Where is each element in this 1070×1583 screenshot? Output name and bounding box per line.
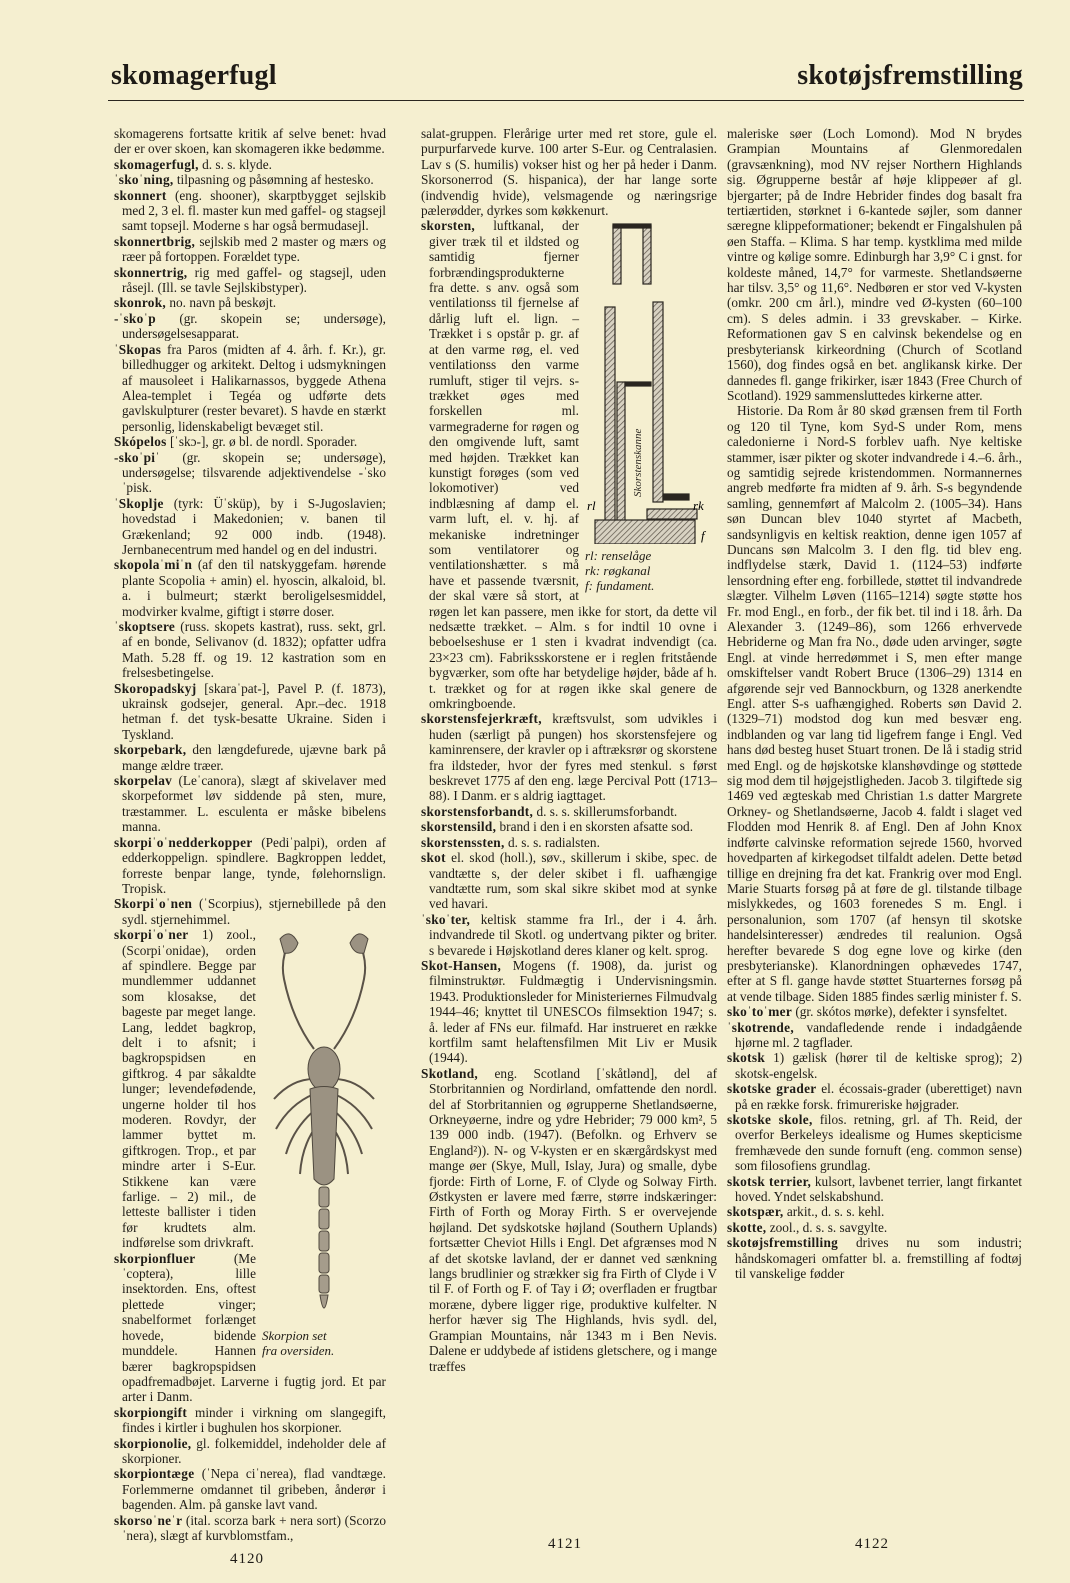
- dictionary-entry: [421, 835, 717, 850]
- entry-text: Mogens (f. 1908), da. jurist og filminstruktør. Fuldmægtig i Undervisningsmin. 1943. Produktionsleder for Ministeriernes Filmudvalg 1944–46; knyttet til UNESCOs filmsektion 1947; s. å. leder af FNs eur. filmafd. Har instrueret en række kortfilm samt helaftensfilmen Mit Liv er Musik (1944).: [429, 957, 717, 1066]
- entry-text: 1) gælisk (hører til de keltiske sprog); 2) skotsk-engelsk.: [735, 1050, 1022, 1081]
- dictionary-entry: [114, 619, 386, 681]
- dictionary-entry: [114, 681, 386, 743]
- entry-text: 1) zool., (Scorpiˈonidae), orden af spindlere. Begge par mundlemmer uddannet som klosakse, det bageste par meget lange. Lang, leddet bagkrop, delt i to afsnit; i bagkropspidsen en giftkrog. 4 par såkaldte lunger; levendefødende, ungerne holder til hos moderen. Rovdyr, der lammer byttet m. giftkrogen. Trop., et par mindre arter i S-Eur. Stikkene kan være farlige. – 2) mil., de letteste ballister i tiden før krudtets alm. indførelse som drivkraft.: [122, 927, 256, 1251]
- entry-text: (eng. shooner), skarptbygget sejlskib med 2, 3 el. fl. master kun med gaffel- og stagsejl samt topsejl. Moderne s har også bermudasejl.: [122, 187, 386, 234]
- entry-text: gl. folkemiddel, indeholder dele af skorpioner.: [122, 1435, 386, 1466]
- entry-text: [ˈskɔ-], gr. ø bl. de nordl. Sporader.: [166, 434, 358, 450]
- entry-text: el. écossais-grader (uberettiget) navn på en række forsk. frimureriske højgrader.: [735, 1081, 1022, 1112]
- entry-headword: Skot-Hansen,: [421, 957, 502, 973]
- entry-text: rig med gaffel- og stagsejl, uden råsejl. (Ill. se tavle Sejlskibstyper).: [122, 264, 386, 296]
- legend-renselage: rl: renselåge: [585, 547, 652, 563]
- entry-headword: skonnertbrig,: [114, 233, 196, 249]
- dictionary-entry: [727, 1004, 1022, 1019]
- entry-text: tilpasning og påsømning af hestesko.: [173, 172, 374, 188]
- dictionary-entry: [421, 958, 717, 1066]
- entry-headword: skoˈtoˈmer: [727, 1004, 793, 1020]
- entry-headword: skot: [421, 850, 446, 866]
- entry-headword: skorpiˈoˈnedderkopper: [114, 834, 253, 850]
- entry-text: kulsort, lavbenet terrier, langt firkantet hoved. Yndet selskabshund.: [735, 1173, 1022, 1205]
- dictionary-entry: [421, 711, 717, 803]
- page-number-4122: 4122: [855, 1536, 889, 1552]
- dictionary-entry: [114, 234, 386, 265]
- entry-text: filos. retning, grl. af Th. Reid, der overfor Berkeleys idealisme og Humes skepticisme fremhævede den sunde fornuft (eng. common sense) som filosofiens grundlag.: [735, 1112, 1023, 1174]
- dictionary-entry: [421, 850, 717, 912]
- entry-text: [skaraˈpat-], Pavel P. (f. 1873), ukrainsk godsejer, general. Apr.–dec. 1918 hetman f. det tysk-besatte Ukraine. Siden i Tyskland.: [122, 680, 386, 742]
- entry-text: fra Paros (midten af 4. årh. f. Kr.), gr. billedhugger og arkitekt. Deltog i udsmykningen af mausoleet i Halikarnassos, byggede Athena Alea-templet i Tegéa og udførte dets gavlskulpturer (rester bevaret). S havde en stærkt personlig, lidenskabeligt bevæget stil.: [122, 341, 386, 434]
- entry-headword: Skópelos: [114, 434, 167, 450]
- entry-text: sejlskib med 2 master og mærs og ræer på fortoppen. Forældet type.: [122, 233, 386, 265]
- entry-headword: skorstensfejerkræft,: [421, 711, 542, 727]
- dictionary-entry: [421, 126, 717, 218]
- dictionary-entry: [114, 1436, 386, 1467]
- scorpion-caption-line1: Skorpion set: [262, 1327, 327, 1343]
- entry-headword: skorsoˈneˈr: [114, 1512, 183, 1528]
- entry-text: (ˈScorpius), stjernebillede på den sydl. stjernehimmel.: [122, 896, 386, 927]
- entry-headword: Skotland,: [421, 1065, 479, 1081]
- entry-text: el. skod (holl.), søv., skillerum i skibe, spec. de vandtætte s, der deler skibet i fl. uafhængige vandtætte rum, som skal sikre skibet mod at synke ved havari.: [429, 850, 717, 912]
- entry-text: luftkanal, der giver træk til et ildsted og samtidig fjerner forbrændingsprodukterne fra dette. s anv. også som ventilationss til fjernelse af dårlig luft el. lign. – Trækket i s opstår p. gr. af at den varme røg, el. ved ventilationss den varme rumluft, stiger til vejrs. s-trækket øges med forskellen ml. varmegraderne for røgen og den omgivende luft, samt med højden. Trækket kan kunstigt forøges (som ved lokomotiver) ved indblæsning af damp el. varm luft, el. v. hj. af mekaniske indretninger som ventilatorer og ventilationshætter. s må have et passende tværsnit, der skal være så stort, at røgen let kan passere, men ikke for stort, da dette vil nedsætte trækket. – Alm. s for indtil 10 ovne i beboelseshuse er 1 sten i kvadrat indvendigt (ca. 23×23 cm). Fabriksskorstene er i reglen fritstående bygværker, som ofte har betydelige højder, både af h. t. trækket og for at røgen ikke skal genere de omkringboende.: [429, 218, 717, 712]
- page-number-4121: 4121: [548, 1536, 582, 1552]
- dictionary-entry: [727, 1112, 1022, 1174]
- entry-headword: ˈskoˈning,: [114, 172, 174, 188]
- entry-headword: skorpiongift: [114, 1404, 188, 1420]
- entry-headword: skorsten,: [421, 218, 476, 234]
- column-2: [421, 126, 717, 1374]
- dictionary-entry: [114, 188, 386, 234]
- dictionary-entry: [727, 1220, 1022, 1235]
- entry-headword: -ˈskoˈp: [114, 310, 156, 326]
- running-head-left: skomagerfugl: [111, 60, 277, 91]
- entry-text: d. s. s. radialsten.: [504, 834, 600, 850]
- dictionary-entry: [727, 1081, 1022, 1112]
- entry-text: (Meˈcoptera), lille insektorden. Ens, oftest plettede vinger; snabelformet forlænget hovede, bidende munddele. Hannen bærer bagkropspidsen opadfremadbøjet. Larverne i fugtig jord. Et par arter i Danm.: [122, 1250, 386, 1405]
- entry-headword: skotsk: [727, 1050, 766, 1066]
- legend-rogkanal: rk: røgkanal: [585, 562, 651, 578]
- scorpion-illustration: [262, 929, 386, 1357]
- dictionary-entry: [421, 218, 717, 711]
- dictionary-entry: [114, 1513, 386, 1544]
- page-number-4120: 4120: [230, 1551, 264, 1567]
- entry-text: Historie. Da Rom år 80 skød grænsen frem til Forth og 120 til Tyne, kom Syd-S under Rom, mens caledonierne i Nord-S forblev uafh. Nye keltiske stammer, især pikter og skoter indvandrede i 4.–6. årh., og samtidig sejrede kristendommen. Normannernes angreb medførte fra midten af 9. årh. S-s begyndende samling, gennemført af Malcolm 2. (1005–34). Hans søn Duncan blev 1040 styrtet af Macbeth, sandsynligvis en keltisk reaktion, denne igen 1057 af Duncans søn Malcolm 3. I den flg. tid blev eng. indflydelse stærk, David 1. (1124–53) indførte lensordning efter eng. forbillede, støttet til indvandrede slægter. Vilhelm Løven (1165–1214) søgte støtte hos Fr. mod Engl., en forb., der fik bet. til ind i 18. årh. Da Alexander 3. (1249–86), som 1266 erhvervede Hebriderne og Man fra No., døde uden arvinger, søgte Engl. at vinde herredømmet i S, men efter mange omskiftelser vandt Robert Bruce (1306–29) 1314 en afgørende sejr ved Bannockburn, og 1328 anerkendte Engl. atter S-s uafhængighed. Roberts søn David 2. (1329–71) modstod dog kun med besvær eng. indblanden og var lang tid ligefrem fange i Engl. Ved hans død besteg huset Stuart tronen. De lå i stadig strid med Engl. og de højskotske klanshøvdinge og støttede sig mod dem til højgejstligheden. Jacob 3. tilgiftede sig 1469 ved ægteskab med Christian 1.s datter Margrete Orkney- og Shetlandsøerne, Jacob 4. faldt i slaget ved Flodden mod Henrik 8. af Engl. Den af John Knox indførte calvinske reformation sejrede 1560, hvorved hovedparten af kirkegodset tilfaldt adelen. Dette betød tillige en drejning fra det kat. Frankrig over mod Engl. Marie Stuarts forsøg på at føre de gl. tilstande tilbage mislykkedes, og 1603 forenedes S m. Engl. i personalunion, som 1707 (af hensyn til skotske handelsinteresser) ændredes til realunion. Også herefter bevarede S dog egne love og kirke (den presbyterianske). Klanordningen ophævedes 1747, efter at S fl. gange havde støttet Stuarternes forsøg på at vende tilbage. Siden 1885 findes særlig minister f. S.: [727, 403, 1022, 1004]
- entry-text: vandafledende rende i indadgående hjørne ml. 2 tagflader.: [735, 1019, 1022, 1050]
- entry-headword: skorstensforbandt,: [421, 803, 534, 819]
- entry-text: (gr. skopein se; undersøge), undersøgelsesapparat.: [122, 310, 386, 342]
- entry-headword: ˈskoˈter,: [421, 911, 471, 927]
- entry-headword: skorpionolie,: [114, 1435, 192, 1451]
- entry-text: (tyrk: Üˈsküp), by i S-Jugoslavien; hovedstad i Makedonien; v. banen til Grækenland; 92 000 indb. (1948). Jernbanecentrum med handel og en del industri.: [122, 495, 386, 557]
- chimney-diagram: [585, 222, 717, 592]
- label-f: f: [701, 528, 705, 544]
- entry-headword: ˈskotrende,: [727, 1019, 794, 1035]
- dictionary-entry: [421, 912, 717, 958]
- entry-headword: skorstensild,: [421, 819, 497, 835]
- entry-text: (ˈNepa ciˈnerea), flad vandtæge. Forlemmerne omdannet til gribeben, ånderør i bagenden. Alm. på ganske lavt vand.: [122, 1466, 386, 1513]
- dictionary-entry: [114, 157, 386, 172]
- dictionary-entry: [421, 1066, 717, 1374]
- dictionary-entry: [114, 835, 386, 897]
- dictionary-entry: [114, 742, 386, 773]
- entry-headword: ˈSkopas: [114, 341, 162, 357]
- entry-text: (gr. skopein se; undersøge), undersøgelse; tilsvarende adjektivendelse -ˈskoˈpisk.: [122, 449, 386, 496]
- entry-headword: skotske skole,: [727, 1112, 813, 1127]
- dictionary-entry: [421, 819, 717, 834]
- entry-text: maleriske søer (Loch Lomond). Mod N brydes Grampian Mountains af Glenmoredalen (gravsænkning), mod NV rejser Northern Highlands sig. Øgrupperne består af høje klippeøer af gl. bjergarter; på de Indre Hebrider findes dog basalt fra tertiærtiden, størknet i 6-kantede søjler, som danner særegne klippeformationer; bekendt er Fingalshulen på øen Staffa. – Klima. S har temp. kystklima med milde vintre og kølige somre. Edinburgh har 3,9° C i gnst. for koldeste måned, 14,7° for varmeste. Shetlandsøerne har tilsv. 3,5° og 11,6°. Nedbøren er stor ved V-kysten (omkr. 200 cm årl.), mindre ved Ø-kysten (60–100 cm). S deles admin. i 33 grevskaber. – Kirke. Reformationen gav S en calvinsk bekendelse og en presbyteriansk kirkeordning (Church of Scotland 1560), dog findes også en bet. anglikansk kirke. Der dannedes fl. gange frikirker, især 1843 (Free Church of Scotland). 1929 sammensluttedes kirkerne atter.: [727, 126, 1022, 403]
- entry-headword: -skoˈpiˈ: [114, 449, 160, 465]
- entry-text: no. navn på beskøjt.: [166, 295, 277, 311]
- dictionary-entry: [114, 172, 386, 187]
- dictionary-entry: [421, 804, 717, 819]
- entry-text: (af den til natskyggefam. hørende plante Scopolia + amin) el. hyoscin, alkaloid, bl. a. i bulmeurt; stærkt beroligelsesmiddel, modvirker kvalme, giftigt i større doser.: [122, 557, 386, 619]
- label-rl: rl: [587, 498, 596, 514]
- dictionary-entry: [114, 450, 386, 496]
- scorpion-caption-line2: fra oversiden.: [262, 1342, 335, 1358]
- entry-text: arkit., d. s. s. kehl.: [783, 1204, 885, 1220]
- dictionary-entry: [727, 1235, 1022, 1281]
- entry-text: salat-gruppen. Flerårige urter med ret store, gule el. purpurfarvede kurve. 100 arter S-Eur. og Centralasien. Lav s (S. humilis) vokser hist og her på heder i Danm. Skorsonerrod (S. hispanica), der har lange sorte (indvendig hvide), velsmagende og næringsrige pælerødder, dyrkes som køkkenurt.: [421, 126, 717, 219]
- entry-text: eng. Scotland [ˈskåtlənd], del af Storbritannien og Nordirland, omfattende den nordl. del af Storbritannien og øgrupperne Shetlandsøerne, Orkneyøerne, indre og ydre Hebrider; 79 000 km², 5 139 000 indb. (1947). (Befolkn. og Erhverv se England²)). N- og V-kysten er en skærgårdskyst med mange øer (Skye, Mull, Islay, Jura) og smalle, dybe fjorde: Firth of Lorne, F. of Clyde og Solway Firth. Østkysten er lavere med færre, større indskæringer: Firth of Forth og Moray Firth. S er overvejende højland. Det sydskotske højland (Southern Uplands) fortsætter Cheviot Hills i Engl. Det afgrænses mod N af det skotske lavland, der er dannet ved sænkning langs brudlinier og strækker sig fra Firth of Clyde i V til F. of Forth og F. of Tay i Ø; overfladen er frugtbar moræne, dybere ligger rige, produktive kulfelter. N herfor hæver sig The Highlands, hvis sydl. del, Grampian Mountains, når 1343 m i Ben Nevis. Dalene er uddybede af istidens gletschere, og i mange træffes: [429, 1065, 717, 1374]
- dictionary-entry: [114, 265, 386, 296]
- entry-headword: skotte,: [727, 1219, 767, 1235]
- entry-headword: Skorpiˈoˈnen: [114, 896, 193, 912]
- dictionary-entry: [114, 295, 386, 310]
- entry-text: (gr. skótos mørke), defekter i synsfeltet.: [792, 1004, 1008, 1020]
- entry-headword: skomagerfugl,: [114, 156, 199, 172]
- chimney-cross-section: [585, 222, 717, 544]
- dictionary-entry: [727, 403, 1022, 1004]
- entry-headword: skorpelav: [114, 773, 173, 789]
- entry-text: keltisk stamme fra Irl., der i 4. årh. indvandrede til Skotl. og undertvang pikter og briter. s bevarede i Højskotland deres klaner og kelt. sprog.: [429, 911, 717, 958]
- entry-text: minder i virkning om slangegift, findes i kirtler i bughulen hos skorpioner.: [122, 1404, 386, 1436]
- column-1: [114, 126, 386, 1543]
- dictionary-entry: [727, 126, 1022, 403]
- label-rk: rk: [693, 498, 704, 514]
- entry-headword: skorpiontæge: [114, 1466, 195, 1482]
- entry-headword: ˈskoptsere: [114, 619, 176, 634]
- entry-headword: skotsk terrier,: [727, 1173, 812, 1189]
- dictionary-entry: [114, 126, 386, 157]
- entry-text: den længdefurede, ujævne bark på mange ældre træer.: [122, 742, 386, 773]
- entry-headword: skonnert: [114, 187, 167, 203]
- dictionary-entry: [114, 1405, 386, 1436]
- entry-headword: skotske grader: [727, 1081, 817, 1097]
- dictionary-entry: [727, 1204, 1022, 1219]
- entry-headword: skonrok,: [114, 295, 167, 311]
- dictionary-entry: [114, 342, 386, 434]
- dictionary-entry: [114, 496, 386, 558]
- legend-fundament: f: fundament.: [585, 577, 655, 593]
- dictionary-entry: [114, 311, 386, 342]
- entry-text: d. s. s. skillerumsforbandt.: [533, 803, 678, 819]
- header-rule: [108, 100, 1024, 101]
- dictionary-entry: [114, 773, 386, 835]
- dictionary-entry: [114, 1466, 386, 1512]
- entry-headword: skotspær,: [727, 1204, 784, 1220]
- dictionary-entry: [114, 434, 386, 449]
- entry-text: zool., d. s. s. savgylte.: [766, 1219, 888, 1235]
- entry-headword: skorpionfluer: [114, 1250, 196, 1266]
- entry-text: (russ. skopets kastrat), russ. sekt, grl. af en bonde, Selivanov (d. 1832); opfatter udfra Math. 5.28 ff. og 19. 12 kastration som en frelsesbetingelse.: [122, 619, 386, 681]
- entry-text: brand i den i en skorsten afsatte sod.: [496, 819, 694, 835]
- entry-headword: skorstenssten,: [421, 834, 505, 850]
- entry-headword: skorpiˈoˈner: [114, 927, 189, 943]
- entry-text: (ital. scorza bark + nera sort) (Scorzoˈnera), slægt af kurvblomstfam.,: [122, 1512, 386, 1543]
- dictionary-entry: [114, 896, 386, 927]
- chimney-label: Skorstenskanne: [632, 429, 644, 498]
- entry-headword: skorpebark,: [114, 742, 187, 758]
- entry-text: kræftsvulst, som udvikles i huden (særligt på pungen) hos skorstensfejere og kaminrensere, der kravler op i aftræksrør og skorstene fra ildsteder, hvor der fyres med stenkul. s først beskrevet 1775 af den eng. læge Percival Pott (1713–88). I Danm. er s aldrig iagttaget.: [429, 711, 717, 804]
- scorpion-image: [262, 929, 386, 1324]
- dictionary-entry: [727, 1050, 1022, 1081]
- entry-text: drives nu som industri; håndskomageri omfatter bl. a. fremstilling af fodtøj til vanskelige fødder: [735, 1235, 1022, 1282]
- entry-text: d. s. s. klyde.: [198, 156, 272, 172]
- entry-headword: skotøjsfremstilling: [727, 1235, 839, 1251]
- entry-headword: ˈSkoplje: [114, 495, 164, 511]
- running-head-right: skotøjsfremstilling: [797, 60, 1023, 91]
- entry-headword: skonnertrig,: [114, 264, 188, 280]
- entry-headword: skopolaˈmiˈn: [114, 557, 193, 573]
- dictionary-entry: [727, 1020, 1022, 1051]
- entry-text: (Pediˈpalpi), orden af edderkoppelign. spindlere. Bagkroppen leddet, forreste benpar lange, tynde, følehornslign. Tropisk.: [122, 834, 386, 896]
- dictionary-entry: [114, 557, 386, 619]
- entry-text: (Leˈcanora), slægt af skivelaver med skorpeformet løv siddende på sten, mure, træstammer. L. esculenta er måske bibelens manna.: [122, 773, 386, 835]
- dictionary-entry: [727, 1174, 1022, 1205]
- column-3: [727, 126, 1022, 1281]
- entry-text: skomagerens fortsatte kritik af selve benet: hvad der er over skoen, kan skomageren ikke bedømme.: [114, 126, 386, 157]
- entry-headword: Skoropadskyj: [114, 680, 197, 696]
